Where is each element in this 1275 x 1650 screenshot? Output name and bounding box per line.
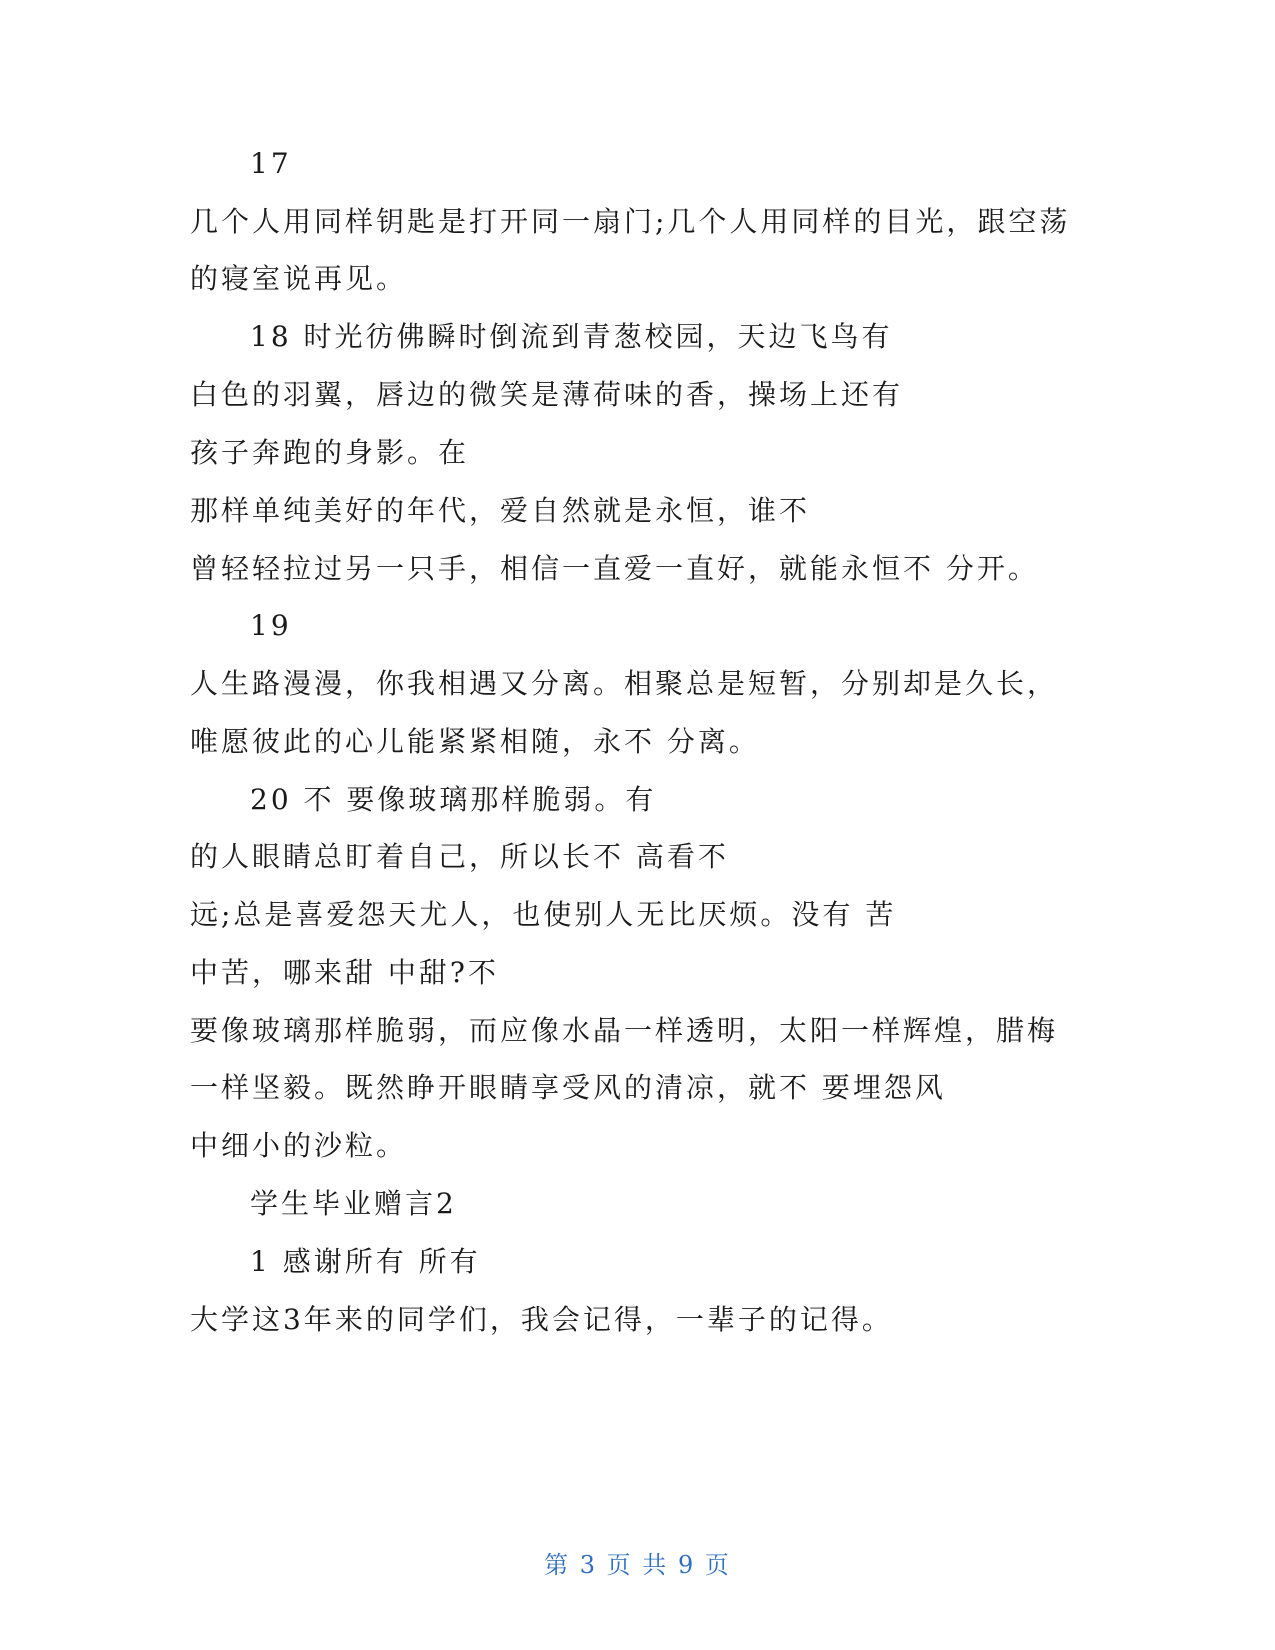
text-line: 中苦，哪来甜 中甜?不	[190, 956, 499, 989]
text-line: 的人眼睛总盯着自己，所以长不 高看不	[190, 840, 729, 873]
text-line: 曾轻轻拉过另一只手，相信一直爱一直好，就能永恒不 分开。	[190, 552, 1039, 585]
paragraph-number: 19	[250, 609, 292, 642]
text-line: 孩子奔跑的身影。在	[190, 436, 470, 469]
text-line: 白色的羽翼，唇边的微笑是薄荷味的香，操场上还有	[190, 378, 904, 411]
text-line: 20 不 要像玻璃那样脆弱。有	[250, 783, 657, 816]
paragraph-number: 17	[250, 147, 292, 180]
page-footer: 第 3 页 共 9 页	[544, 1551, 731, 1579]
text-line: 远;总是喜爱怨天尤人，也使别人无比厌烦。没有 苦	[190, 898, 897, 931]
text-line: 要像玻璃那样脆弱，而应像水晶一样透明，太阳一样辉煌，腊梅	[190, 1014, 1059, 1047]
text-line: 1 感谢所有 所有	[250, 1245, 481, 1278]
text-line: 大学这3年来的同学们，我会记得，一辈子的记得。	[190, 1303, 893, 1336]
text-line: 唯愿彼此的心儿能紧紧相随，永不 分离。	[190, 725, 760, 758]
text-line: 18 时光彷佛瞬时倒流到青葱校园，天边飞鸟有	[250, 320, 893, 353]
text-line: 人生路漫漫，你我相遇又分离。相聚总是短暂，分别却是久长，	[190, 667, 1059, 700]
text-line: 几个人用同样钥匙是打开同一扇门;几个人用同样的目光，跟空荡	[190, 205, 1071, 238]
text-line: 中细小的沙粒。	[190, 1129, 408, 1162]
text-line: 的寝室说再见。	[190, 262, 408, 295]
text-line: 一样坚毅。既然睁开眼睛享受风的清凉，就不 要埋怨风	[190, 1071, 946, 1104]
text-line: 那样单纯美好的年代，爱自然就是永恒，谁不	[190, 494, 811, 527]
section-heading: 学生毕业赠言2	[250, 1187, 457, 1220]
